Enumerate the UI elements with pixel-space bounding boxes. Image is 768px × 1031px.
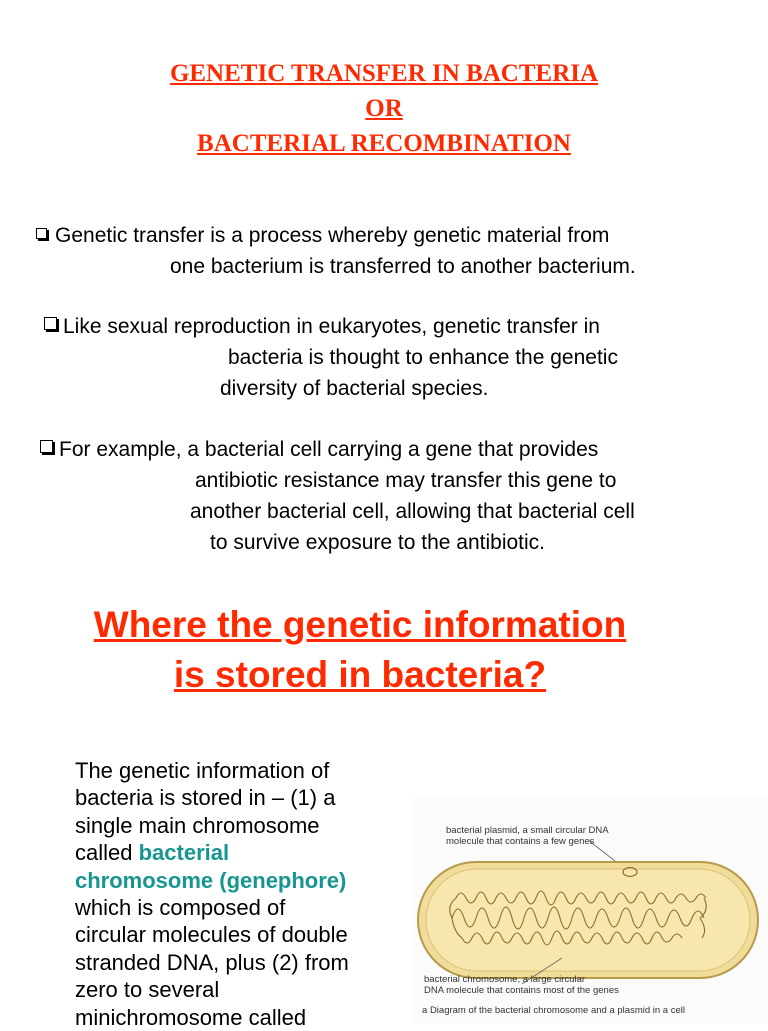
- caption-marker: a: [422, 1005, 428, 1016]
- bullet-item-1: [36, 220, 636, 282]
- bullet-1-line-2: one bacterium is transferred to another bacterium.: [170, 255, 636, 278]
- plasmid-label: bacterial plasmid, a small circular DNA molecule that contains a few genes: [446, 825, 609, 847]
- document-title: [0, 56, 768, 161]
- section-heading: [0, 600, 720, 700]
- paragraph-line: bacteria is stored in – (1) a: [75, 785, 336, 811]
- storage-paragraph: [75, 757, 415, 1031]
- paragraph-line: The genetic information of: [75, 758, 330, 783]
- bacterial-cell-figure: [412, 798, 768, 1024]
- checkbox-bullet-icon: [36, 228, 47, 239]
- paragraph-line: circular molecules of double: [75, 922, 348, 948]
- paragraph-text: called: [75, 840, 139, 866]
- section-heading-line-2: is stored in bacteria?: [173, 654, 547, 695]
- bullet-1-line-1: Genetic transfer is a process whereby genetic material from: [55, 224, 610, 247]
- bullet-3-line-1: For example, a bacterial cell carrying a gene that provides: [59, 438, 599, 461]
- chromosome-label: bacterial chromosome, a large circular DNA molecule that contains most of the genes: [424, 974, 619, 996]
- bullet-3-line-2: antibiotic resistance may transfer this gene to: [195, 469, 617, 492]
- checkbox-bullet-icon: [40, 440, 53, 453]
- title-line-2: OR: [365, 95, 403, 122]
- section-heading-line-1: Where the genetic information: [93, 604, 627, 645]
- bullet-3-line-3: another bacterial cell, allowing that bacterial cell: [190, 500, 635, 523]
- bullet-item-2: [44, 311, 618, 404]
- bullet-2-line-2: bacteria is thought to enhance the genetic: [228, 346, 618, 369]
- bullet-3-line-4: to survive exposure to the antibiotic.: [210, 531, 546, 554]
- paragraph-line: minichromosome called: [75, 1004, 307, 1030]
- figure-caption: [422, 1005, 685, 1016]
- paragraph-line: single main chromosome: [75, 812, 320, 838]
- title-line-3: BACTERIAL RECOMBINATION: [197, 130, 571, 157]
- paragraph-line: which is composed of: [75, 895, 286, 921]
- highlighted-term: bacterial: [138, 840, 230, 866]
- bullet-2-line-3: diversity of bacterial species.: [220, 377, 489, 400]
- title-line-1: GENETIC TRANSFER IN BACTERIA: [169, 60, 599, 87]
- paragraph-line: stranded DNA, plus (2) from: [75, 949, 349, 975]
- highlighted-term: chromosome (genephore): [75, 867, 347, 893]
- bullet-2-line-1: Like sexual reproduction in eukaryotes, genetic transfer in: [63, 315, 600, 338]
- bullet-item-3: [40, 434, 635, 558]
- checkbox-bullet-icon: [44, 317, 57, 330]
- paragraph-line: [75, 839, 415, 866]
- caption-text: Diagram of the bacterial chromosome and a plasmid in a cell: [429, 1005, 685, 1016]
- paragraph-line: zero to several: [75, 977, 220, 1003]
